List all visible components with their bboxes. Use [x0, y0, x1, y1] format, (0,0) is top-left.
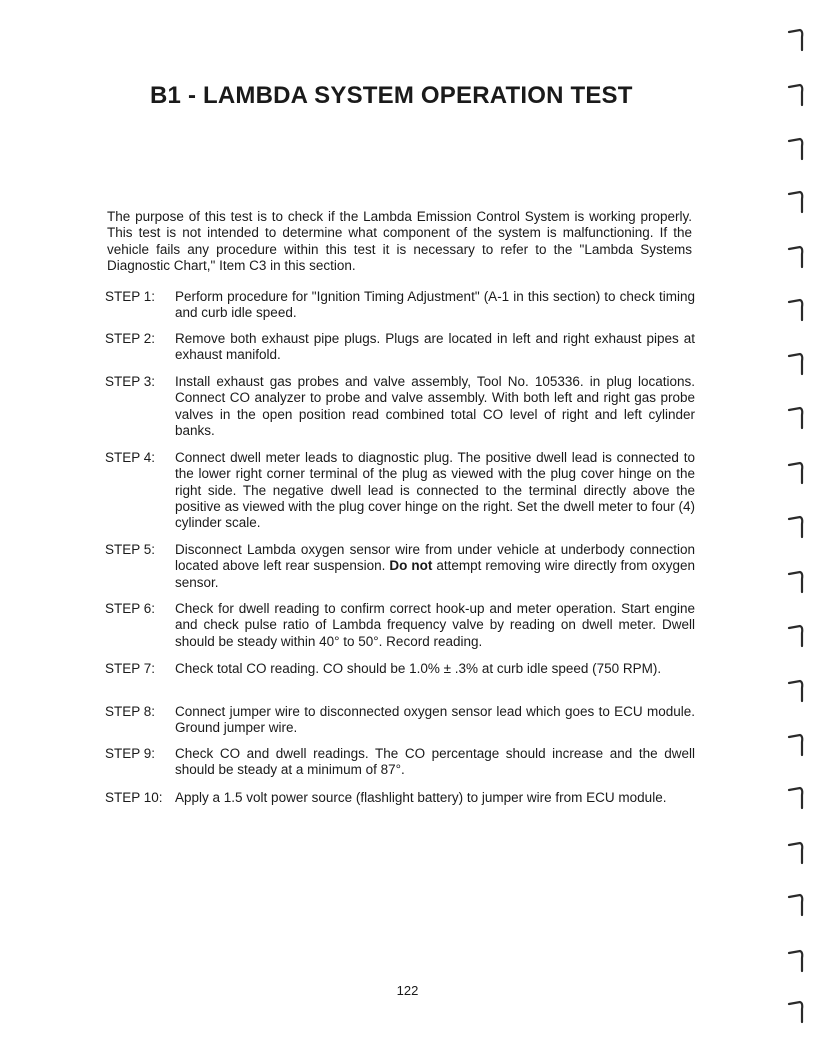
page-number: 122: [396, 983, 419, 998]
step-label: STEP 9:: [105, 746, 156, 761]
step-text: Check total CO reading. CO should be 1.0% ± .3% at curb idle speed (750 RPM).: [175, 661, 662, 676]
binding-ring-16: [789, 843, 802, 863]
step-label: STEP 8:: [105, 704, 156, 719]
step-item-1: [105, 289, 695, 322]
binding-ring-6: [789, 300, 802, 320]
binding-ring-2: [789, 85, 802, 105]
step-label: STEP 5:: [105, 542, 156, 557]
binding-ring-8: [789, 408, 802, 428]
step-text: Connect dwell meter leads to diagnostic plug. The positive dwell lead is connected to the lower right corner terminal of the plug as viewed with the plug cover hinge on the right side. The negative dwell lead is connected to the terminal directly above the positive as viewed with the plug cover hinge on the right. Set the dwell meter to four (4) cylinder scale.: [175, 450, 695, 531]
binding-ring-1: [789, 30, 802, 50]
binding-ring-10: [789, 517, 802, 537]
step-item-2: [105, 331, 695, 364]
step-text: [175, 542, 695, 591]
step-text: Install exhaust gas probes and valve assembly, Tool No. 105336. in plug locations. Connect CO analyzer to probe and valve assembly. With both left and right gas probe valves in the open position read combined total CO level of right and left cylinder banks.: [175, 374, 695, 438]
step-text: Apply a 1.5 volt power source (flashlight battery) to jumper wire from ECU module.: [175, 790, 667, 805]
step-label: STEP 10:: [105, 790, 163, 805]
step-text: Check for dwell reading to confirm correct hook-up and meter operation. Start engine and check pulse ratio of Lambda frequency valve by reading on dwell meter. Dwell should be steady within 40° to 50°. Record reading.: [175, 601, 695, 649]
step-label: STEP 4:: [105, 450, 156, 465]
step-text-bold: Do not: [389, 558, 433, 574]
binding-ring-18: [789, 951, 802, 971]
binding-ring-11: [789, 572, 802, 592]
step-item-3: [105, 374, 695, 439]
binding-ring-14: [789, 735, 802, 755]
step-text-after: attempt removing wire directly from oxygen sensor.: [175, 558, 695, 590]
step-item-7: [105, 661, 695, 677]
binding-ring-7: [789, 354, 802, 374]
step-item-8: [105, 704, 695, 737]
step-item-5: [105, 542, 695, 591]
step-label: STEP 1:: [105, 289, 156, 304]
spiral-binding: [786, 0, 815, 1057]
binding-ring-15: [789, 788, 802, 808]
step-label: STEP 6:: [105, 601, 156, 616]
step-label: STEP 3:: [105, 374, 156, 389]
step-text: Remove both exhaust pipe plugs. Plugs are located in left and right exhaust pipes at exhaust manifold.: [175, 331, 695, 363]
intro-paragraph: The purpose of this test is to check if the Lambda Emission Control System is working properly. This test is not intended to determine what component of the system is malfunctioning. If the vehicle fails any procedure within this test it is necessary to refer to the "Lambda Systems Diagnostic Chart," Item C3 in this section.: [107, 209, 692, 273]
binding-ring-3: [789, 139, 802, 159]
binding-ring-5: [789, 247, 802, 267]
binding-ring-12: [789, 626, 802, 646]
binding-ring-4: [789, 192, 802, 212]
step-text-before: Disconnect Lambda oxygen sensor wire from under vehicle at underbody connection located above left rear suspension.: [175, 542, 695, 574]
step-label: STEP 7:: [105, 661, 156, 676]
step-item-10: [105, 790, 695, 806]
binding-ring-9: [789, 463, 802, 483]
step-text: Check CO and dwell readings. The CO percentage should increase and the dwell should be steady at a minimum of 87°.: [175, 746, 695, 778]
step-item-4: [105, 450, 695, 531]
page-title: B1 - LAMBDA SYSTEM OPERATION TEST: [150, 82, 633, 109]
step-item-9: [105, 746, 695, 779]
binding-ring-13: [789, 681, 802, 701]
binding-ring-19: [789, 1002, 802, 1022]
step-label: STEP 2:: [105, 331, 156, 346]
binding-rings: [786, 0, 815, 1057]
step-text: Perform procedure for "Ignition Timing Adjustment" (A-1 in this section) to check timing and curb idle speed.: [175, 289, 695, 321]
binding-ring-17: [789, 895, 802, 915]
step-item-6: [105, 601, 695, 650]
step-text: Connect jumper wire to disconnected oxygen sensor lead which goes to ECU module. Ground jumper wire.: [175, 704, 695, 736]
